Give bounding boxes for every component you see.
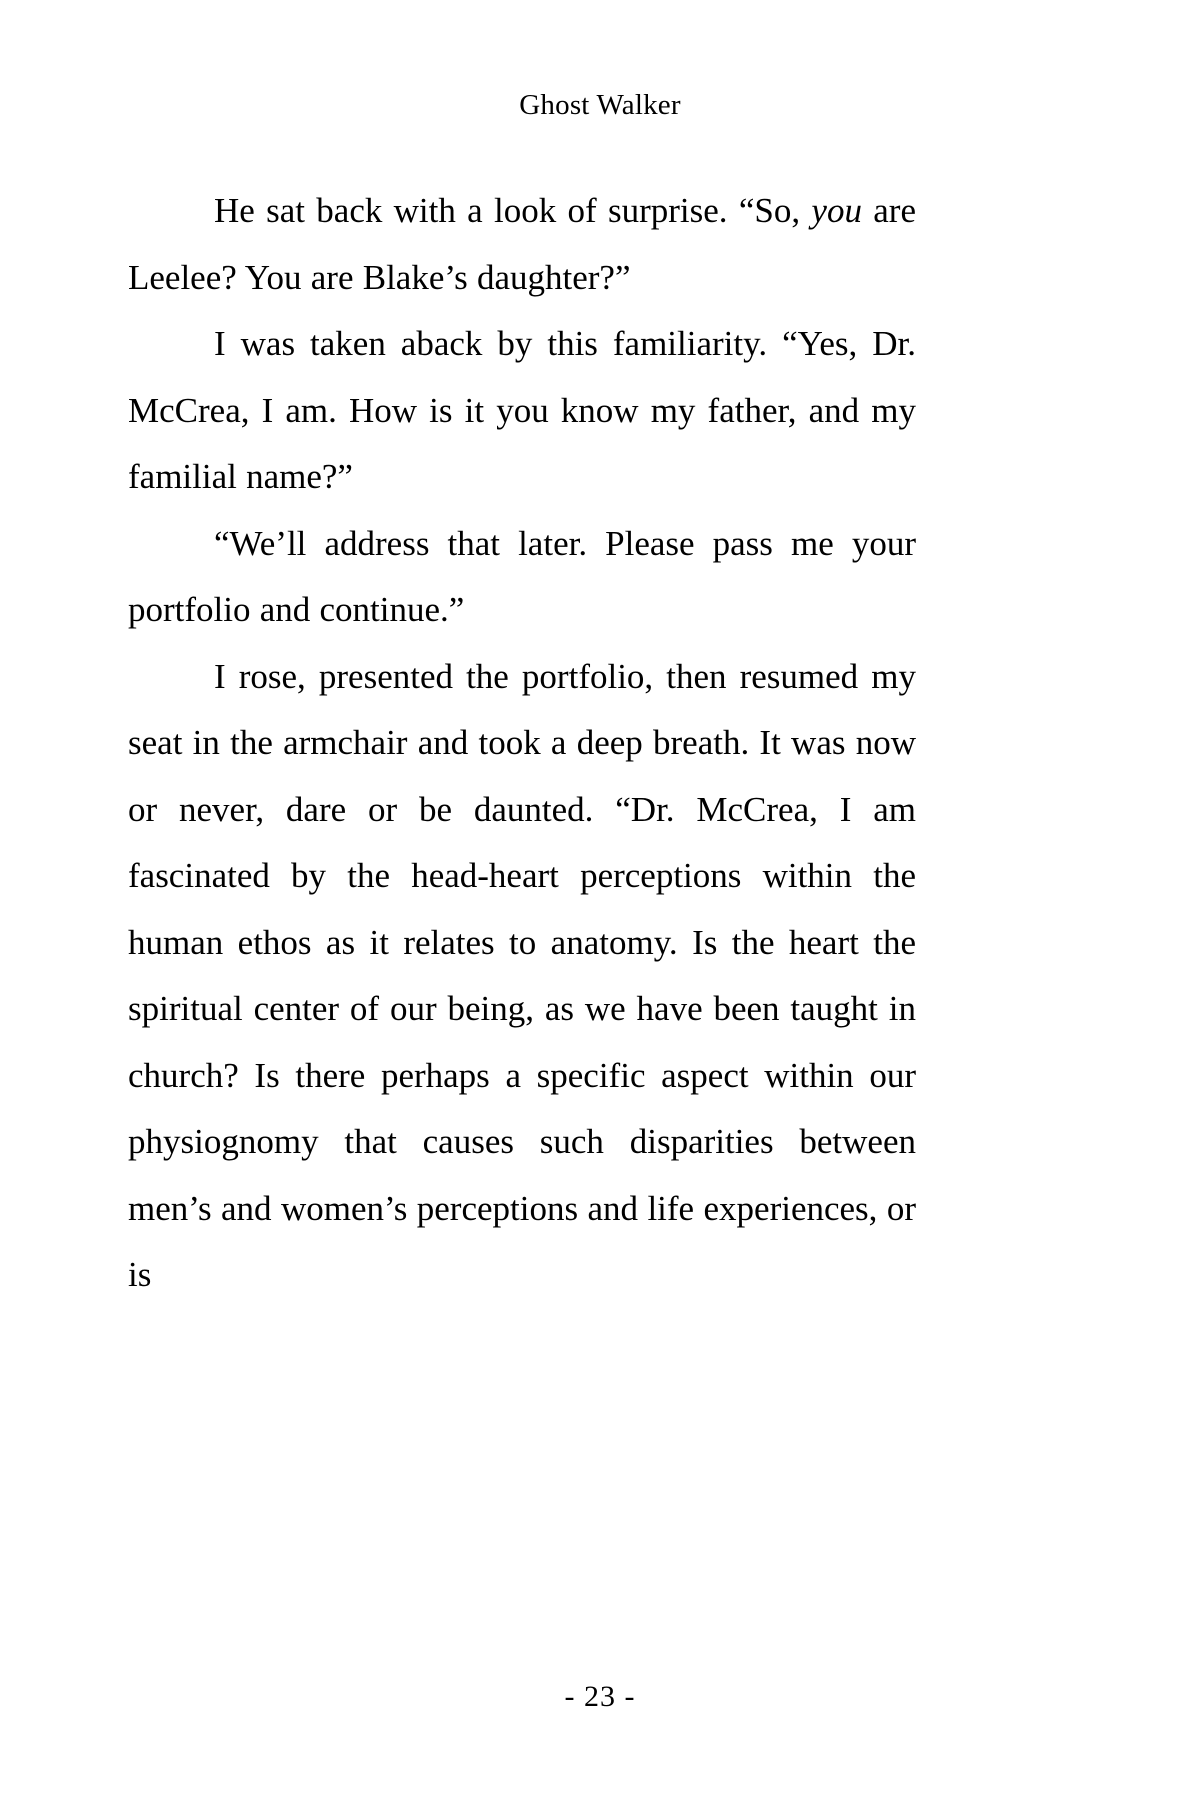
paragraph-1 — [128, 178, 916, 311]
body-text-column — [128, 178, 916, 1309]
paragraph-4 — [128, 644, 916, 1309]
paragraph-1-emphasis-you: you — [811, 191, 862, 230]
paragraph-4-segment-1: I rose, presented the portfolio, then resumed my seat in the armchair and took a deep breath. It was now or never, dare or be daunted. “Dr. McCrea, I am fascinated by the head-heart perceptions within the human ethos as it relates to anatomy. Is the heart the spiritual center of our being, as we have been taught in church? Is there perhaps a specific aspect within our physiognomy that causes such disparities between men’s and women’s perceptions and life experiences, or is — [128, 656, 916, 1294]
page-number: - 23 - — [564, 1680, 636, 1713]
paragraph-3-segment-1: “We’ll address that later. Please pass me your portfolio and continue.” — [128, 523, 916, 629]
paragraph-3 — [128, 511, 916, 644]
paragraph-2 — [128, 311, 916, 511]
paragraph-1-segment-1: He sat back with a look of surprise. “So, — [214, 191, 812, 230]
running-header: Ghost Walker — [519, 89, 681, 121]
paragraph-1-segment-3: are Leelee? You are Blake’s daughter?” — [128, 191, 916, 297]
paragraph-2-segment-1: I was taken aback by this familiarity. “Yes, Dr. McCrea, I am. How is it you know my father, and my familial name?” — [128, 324, 916, 496]
